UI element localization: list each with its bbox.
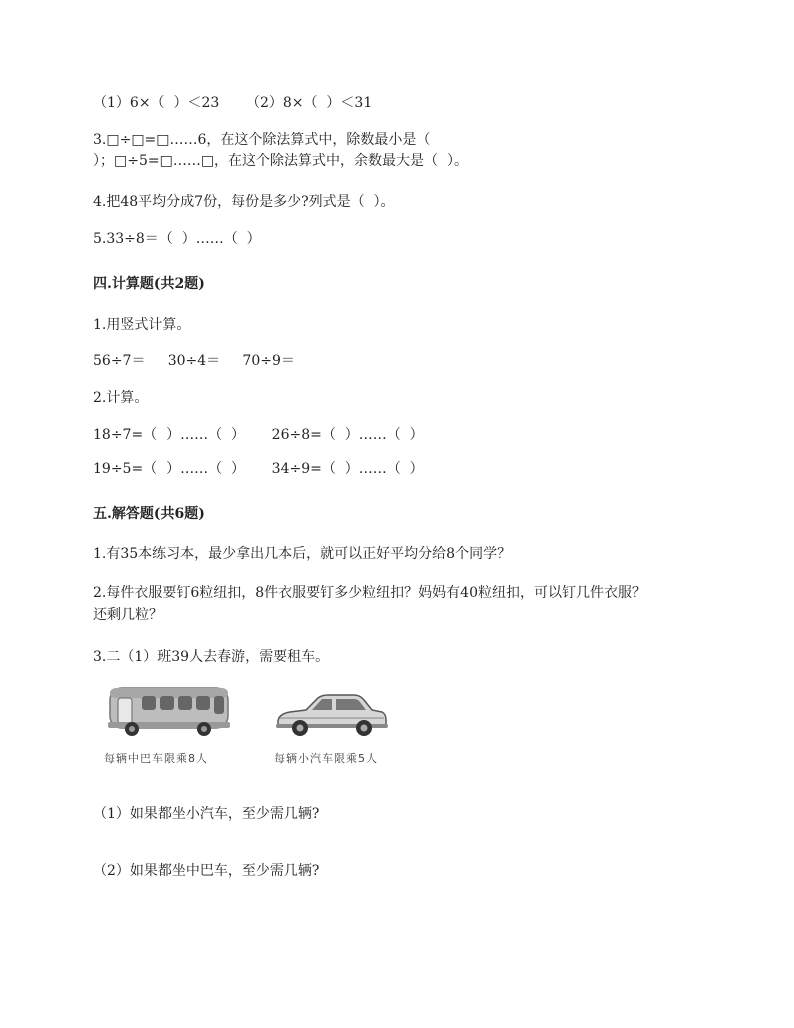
section-5-title: 五.解答题(共6题) xyxy=(93,506,205,522)
question-4-1-items: 56÷7＝ 30÷4＝ 70÷9＝ xyxy=(93,353,295,369)
question-3-4: 4.把48平均分成7份，每份是多少?列式是（ ）。 xyxy=(93,194,395,210)
question-5-2-line2: 还剩几粒？ xyxy=(93,607,163,623)
car-icon xyxy=(272,690,390,740)
question-5-3: 3.二（1）班39人去春游，需要租车。 xyxy=(93,649,330,665)
question-5-1: 1.有35本练习本，最少拿出几本后，就可以正好平均分给8个同学？ xyxy=(93,546,512,562)
question-4-2-row1: 18÷7=（ ）……（ ） 26÷8=（ ）……（ ） xyxy=(93,427,424,443)
question-5-3-sub2: （2）如果都坐中巴车，至少需几辆? xyxy=(93,863,320,879)
question-4-1: 1.用竖式计算。 xyxy=(93,317,191,333)
section-4-title: 四.计算题(共2题) xyxy=(93,276,205,292)
question-3-2-items: （1）6×（ ）＜23 （2）8×（ ）＜31 xyxy=(93,95,373,111)
question-5-3-sub1: （1）如果都坐小汽车，至少需几辆? xyxy=(93,806,320,822)
car-caption: 每辆小汽车限乘5人 xyxy=(274,752,378,765)
question-3-5: 5.33÷8＝（ ）……（ ） xyxy=(93,231,261,247)
question-5-2-line1: 2.每件衣服要钉6粒纽扣，8件衣服要钉多少粒纽扣？妈妈有40粒纽扣，可以钉几件衣服？ xyxy=(93,585,646,601)
question-4-2-row2: 19÷5=（ ）……（ ） 34÷9=（ ）……（ ） xyxy=(93,461,424,477)
question-3-3-line2: ）；□÷5=□……□，在这个除法算式中，余数最大是（ ）。 xyxy=(93,153,468,169)
question-4-2: 2.计算。 xyxy=(93,390,149,406)
minibus-icon xyxy=(104,682,234,740)
bus-caption: 每辆中巴车限乘8人 xyxy=(104,752,208,765)
question-3-3-line1: 3.□÷□=□……6，在这个除法算式中，除数最小是（ xyxy=(93,132,431,148)
